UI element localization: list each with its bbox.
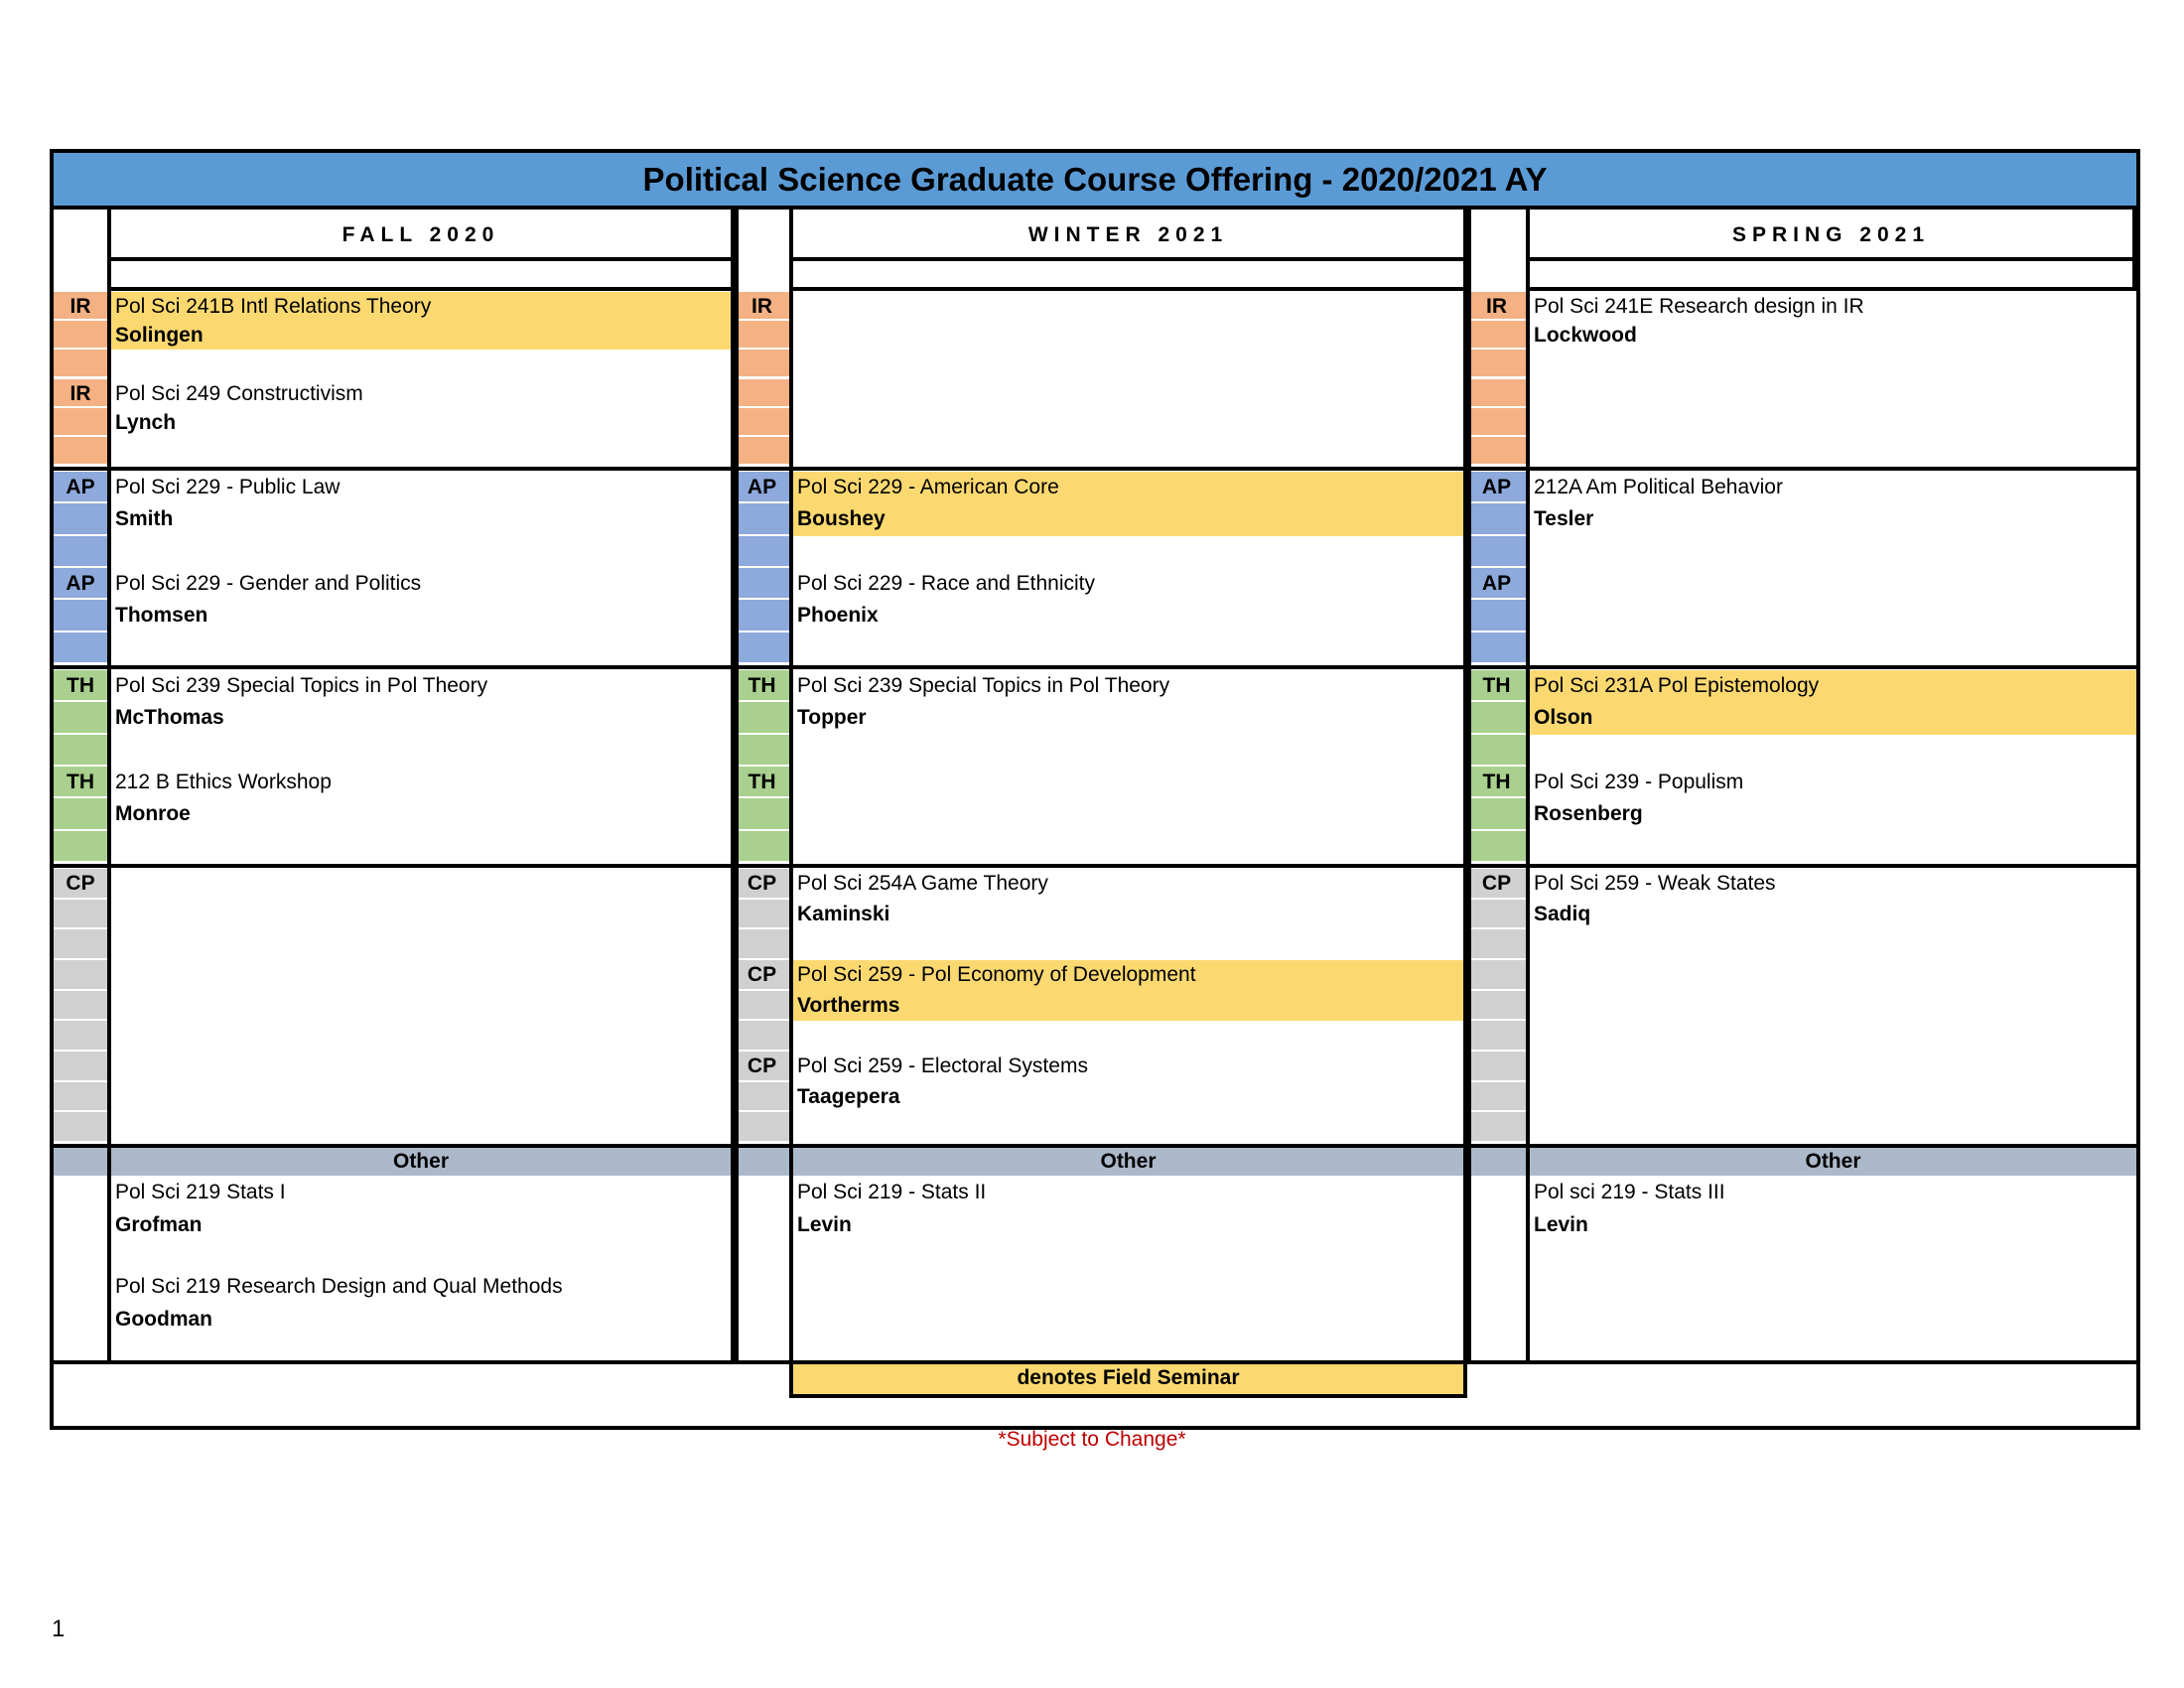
- category-stripe: [54, 1052, 107, 1082]
- category-stripe: [735, 379, 789, 408]
- category-stripe: [735, 991, 789, 1022]
- category-stripe: [735, 929, 789, 960]
- category-stripe: [1467, 350, 1526, 378]
- season-header-fall: [107, 210, 735, 291]
- course-instructor: Levin: [797, 1213, 852, 1236]
- category-code: TH: [1482, 771, 1511, 793]
- category-stripe: [1467, 1021, 1526, 1052]
- category-code: TH: [67, 771, 94, 793]
- subject-to-change-note: *Subject to Change*: [998, 1428, 1186, 1451]
- category-code: CP: [747, 1055, 777, 1077]
- category-stripe: [735, 321, 789, 350]
- season-header-spring: [1526, 210, 2136, 291]
- course-title: Pol Sci 259 - Weak States: [1534, 872, 1776, 895]
- course-instructor: McThomas: [115, 706, 224, 730]
- other-label: Other: [111, 1148, 731, 1176]
- category-stripe: [1467, 1112, 1526, 1143]
- course-instructor: Goodman: [115, 1308, 212, 1331]
- category-stripe: [54, 735, 107, 767]
- course-title: Pol Sci 229 - American Core: [797, 476, 1059, 498]
- category-stripe: [1467, 321, 1526, 350]
- category-stripe: [735, 633, 789, 664]
- category-stripe: [735, 1112, 789, 1143]
- course-instructor: Boushey: [797, 507, 886, 531]
- category-code: IR: [1486, 295, 1507, 318]
- category-code: TH: [748, 674, 776, 697]
- column-divider: [789, 210, 793, 1364]
- course-instructor: Smith: [115, 507, 174, 531]
- category-stripe: [54, 437, 107, 466]
- category-code: CP: [1481, 872, 1512, 895]
- course-instructor: Topper: [797, 706, 867, 730]
- category-stripe: [1467, 960, 1526, 991]
- course-title: Pol Sci 241E Research design in IR: [1534, 295, 1864, 318]
- field-seminar-legend: [789, 1364, 1467, 1398]
- category-stripe: [1467, 503, 1526, 535]
- course-instructor: Vortherms: [797, 993, 900, 1017]
- course-instructor: Lynch: [115, 410, 177, 434]
- course-title: Pol Sci 239 Special Topics in Pol Theory: [797, 674, 1170, 697]
- category-stripe: [735, 350, 789, 378]
- category-stripe: [54, 536, 107, 568]
- other-label: Other: [1530, 1148, 2136, 1176]
- page-title: Political Science Graduate Course Offering - 2020/2021 AY: [642, 161, 1548, 198]
- category-stripe: [54, 900, 107, 930]
- course-title: Pol Sci 229 - Gender and Politics: [115, 572, 422, 595]
- other-label: Other: [793, 1148, 1463, 1176]
- course-instructor: Olson: [1534, 706, 1593, 730]
- course-title: Pol Sci 229 - Race and Ethnicity: [797, 572, 1095, 595]
- category-stripe: [735, 900, 789, 930]
- category-stripe: [54, 960, 107, 991]
- category-code: CP: [747, 963, 777, 986]
- course-title: Pol Sci 254A Game Theory: [797, 872, 1048, 895]
- course-instructor: Tesler: [1534, 507, 1594, 531]
- category-stripe: [1467, 1082, 1526, 1113]
- category-stripe: [735, 702, 789, 734]
- category-stripe: [54, 1112, 107, 1143]
- category-code: IR: [69, 295, 91, 318]
- course-title: Pol Sci 241B Intl Relations Theory: [115, 295, 432, 318]
- course-instructor: Grofman: [115, 1213, 203, 1236]
- category-code: TH: [1482, 674, 1511, 697]
- category-stripe: [54, 798, 107, 830]
- category-stripe: [735, 536, 789, 568]
- category-stripe: [1467, 1052, 1526, 1082]
- category-code: CP: [66, 872, 95, 895]
- category-stripe: [54, 991, 107, 1022]
- category-code: IR: [751, 295, 772, 318]
- course-instructor: Lockwood: [1534, 324, 1637, 348]
- section-divider: [54, 665, 2136, 669]
- course-title: Pol Sci 219 Stats I: [115, 1181, 286, 1203]
- course-title: Pol Sci 219 - Stats II: [797, 1181, 987, 1203]
- season-label: SPRING 2021: [1731, 223, 1931, 246]
- category-stripe: [1467, 702, 1526, 734]
- category-stripe: [54, 1082, 107, 1113]
- category-stripe: [54, 831, 107, 863]
- course-title: Pol Sci 231A Pol Epistemology: [1534, 674, 1820, 697]
- season-header-winter: [789, 210, 1467, 291]
- course-title: Pol sci 219 - Stats III: [1534, 1181, 1725, 1203]
- category-stripe: [1467, 991, 1526, 1022]
- category-code: AP: [66, 572, 95, 595]
- category-stripe: [1467, 831, 1526, 863]
- section-divider: [54, 864, 2136, 868]
- course-instructor: Rosenberg: [1534, 802, 1643, 826]
- category-code: IR: [69, 381, 91, 405]
- category-stripe: [735, 1021, 789, 1052]
- course-instructor: Phoenix: [797, 604, 879, 628]
- season-label: WINTER 2021: [1027, 223, 1229, 246]
- course-instructor: Kaminski: [797, 902, 890, 925]
- course-title: Pol Sci 239 Special Topics in Pol Theory: [115, 674, 488, 697]
- category-stripe: [735, 831, 789, 863]
- category-stripe: [54, 408, 107, 437]
- category-stripe: [54, 321, 107, 350]
- category-stripe: [735, 798, 789, 830]
- category-stripe: [1467, 798, 1526, 830]
- category-stripe: [735, 735, 789, 767]
- category-stripe: [54, 600, 107, 632]
- category-stripe: [54, 1021, 107, 1052]
- category-code: CP: [747, 872, 777, 895]
- category-stripe: [54, 702, 107, 734]
- category-stripe: [1467, 600, 1526, 632]
- category-stripe: [1467, 437, 1526, 466]
- title-bar: [54, 153, 2136, 210]
- course-instructor: Taagepera: [797, 1084, 900, 1108]
- course-title: Pol Sci 259 - Electoral Systems: [797, 1055, 1088, 1077]
- course-instructor: Thomsen: [115, 604, 208, 628]
- category-stripe: [735, 568, 789, 600]
- season-label: FALL 2020: [341, 223, 500, 246]
- category-stripe: [735, 600, 789, 632]
- category-code: AP: [1481, 572, 1512, 595]
- category-stripe: [1467, 929, 1526, 960]
- category-stripe: [1467, 536, 1526, 568]
- category-code: AP: [747, 476, 777, 498]
- course-instructor: Monroe: [115, 802, 191, 826]
- legend-text: denotes Field Seminar: [1017, 1366, 1240, 1389]
- category-stripe: [735, 408, 789, 437]
- category-stripe: [54, 633, 107, 664]
- section-divider: [54, 467, 2136, 471]
- category-stripe: [735, 437, 789, 466]
- column-divider: [1526, 210, 1530, 1364]
- course-title: Pol Sci 249 Constructivism: [115, 381, 363, 405]
- course-title: Pol Sci 219 Research Design and Qual Methods: [115, 1275, 563, 1298]
- category-code: TH: [67, 674, 94, 697]
- course-instructor: Sadiq: [1534, 902, 1591, 925]
- course-title: Pol Sci 239 - Populism: [1534, 771, 1744, 793]
- column-divider: [1467, 210, 1471, 1364]
- category-stripe: [735, 503, 789, 535]
- category-stripe: [1467, 633, 1526, 664]
- category-code: AP: [66, 476, 95, 498]
- category-stripe: [54, 929, 107, 960]
- course-title: 212A Am Political Behavior: [1534, 476, 1783, 498]
- course-instructor: Levin: [1534, 1213, 1588, 1236]
- category-stripe: [1467, 379, 1526, 408]
- course-title: Pol Sci 229 - Public Law: [115, 476, 341, 498]
- column-divider: [735, 210, 739, 1364]
- course-instructor: Solingen: [115, 324, 204, 348]
- category-code: AP: [1481, 476, 1512, 498]
- category-stripe: [1467, 900, 1526, 930]
- course-title: 212 B Ethics Workshop: [115, 771, 332, 793]
- category-stripe: [1467, 408, 1526, 437]
- page-number: 1: [52, 1616, 66, 1642]
- column-divider: [107, 210, 111, 1364]
- category-code: TH: [748, 771, 776, 793]
- course-title: Pol Sci 259 - Pol Economy of Development: [797, 963, 1196, 986]
- category-stripe: [1467, 735, 1526, 767]
- category-stripe: [54, 503, 107, 535]
- category-stripe: [735, 1082, 789, 1113]
- category-stripe: [54, 350, 107, 378]
